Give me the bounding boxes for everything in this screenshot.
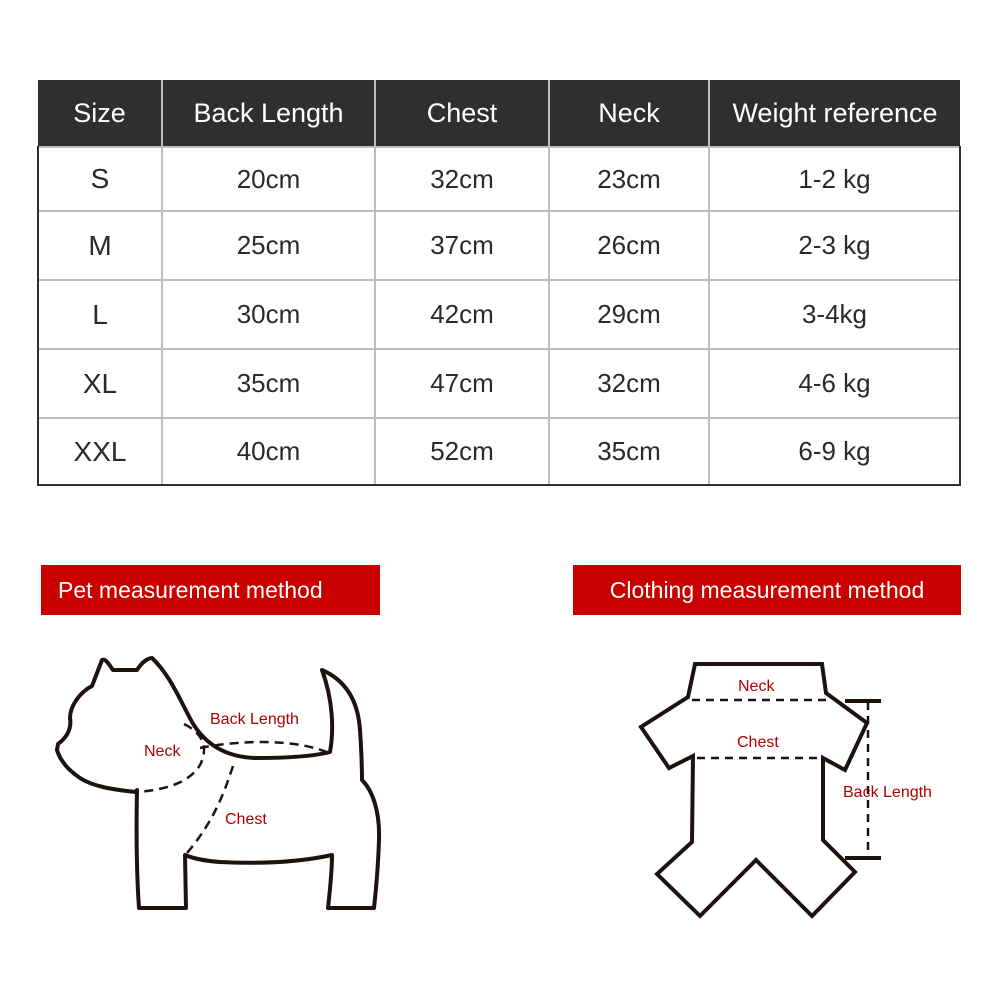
dog-illustration [57,658,379,908]
cell-chest: 52cm [375,418,549,485]
dog-neck-label: Neck [144,743,181,760]
clothing-chest-label: Chest [737,734,779,751]
cell-neck: 29cm [549,280,709,349]
cell-back-length: 30cm [162,280,375,349]
cell-size: S [38,147,162,211]
clothing-measurement-banner: Clothing measurement method [573,565,961,615]
cell-back-length: 25cm [162,211,375,280]
cell-weight: 4-6 kg [709,349,960,418]
clothing-measure-lines [692,700,868,857]
cell-size: L [38,280,162,349]
header-chest: Chest [375,80,549,147]
cell-back-length: 35cm [162,349,375,418]
clothing-back-length-ticks [845,701,881,858]
dog-chest-line [187,766,233,853]
cell-size: XL [38,349,162,418]
cell-chest: 37cm [375,211,549,280]
clothing-illustration [641,664,867,916]
header-weight-reference: Weight reference [709,80,960,147]
pet-measurement-banner: Pet measurement method [41,565,380,615]
cell-neck: 23cm [549,147,709,211]
dog-back-length-label: Back Length [210,711,299,728]
cell-size: M [38,211,162,280]
cell-size: XXL [38,418,162,485]
cell-neck: 26cm [549,211,709,280]
cell-weight: 6-9 kg [709,418,960,485]
dog-chest-label: Chest [225,811,267,828]
cell-chest: 32cm [375,147,549,211]
clothing-neck-label: Neck [738,678,775,695]
header-size: Size [38,80,162,147]
header-back-length: Back Length [162,80,375,147]
cell-neck: 35cm [549,418,709,485]
cell-chest: 42cm [375,280,549,349]
cell-weight: 2-3 kg [709,211,960,280]
cell-neck: 32cm [549,349,709,418]
clothing-back-length-label: Back Length [843,784,932,801]
cell-back-length: 20cm [162,147,375,211]
cell-back-length: 40cm [162,418,375,485]
cell-weight: 3-4kg [709,280,960,349]
header-neck: Neck [549,80,709,147]
cell-chest: 47cm [375,349,549,418]
cell-weight: 1-2 kg [709,147,960,211]
